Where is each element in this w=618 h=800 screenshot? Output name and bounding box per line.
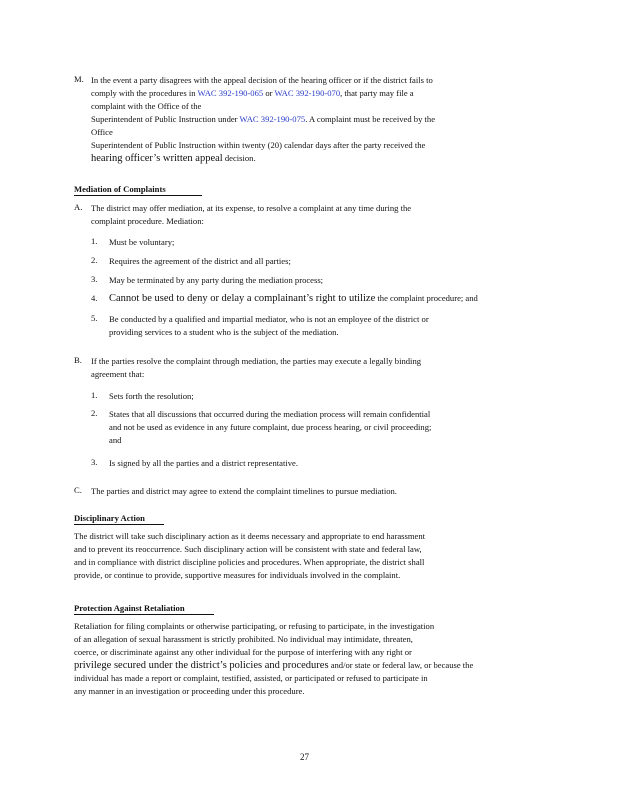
wac-link-070[interactable]: WAC 392-190-070 [274,88,341,98]
disciplinary-paragraph: The district will take such disciplinary action as it deems necessary and appropriate to end harassment and to prevent its reoccurrence. Such disciplinary action will be consistent with state and federal law, and in compliance with district discipline policies and procedures. When appropriate, the district shall provide, or continue to provide, supportive measures for individuals involved in the complaint. [74,531,426,580]
mediation-a-line-1: The district may offer mediation, at its expense, to resolve a complaint at any time during the [91,203,412,213]
section-m-line-4: Superintendent of Public Instruction under WAC 392-190-075. A complaint must be received by the [91,114,436,124]
section-m-label: M. [74,74,84,84]
page-number: 27 [300,752,309,762]
mediation-a-paragraph [91,202,531,228]
wac-link-075[interactable]: WAC 392-190-075 [239,114,306,124]
section-m-line-5: Office [91,127,113,137]
section-m-line-1: In the event a party disagrees with the appeal decision of the hearing officer or if the district fails to [91,75,433,85]
section-m-line-7: hearing officer’s written appeal decision. [91,153,256,164]
protection-heading: Protection Against Retaliation [74,603,185,613]
protection-paragraph: Retaliation for filing complaints or otherwise participating, or refusing to participate, in the investigation of an allegation of sexual harassment is strictly prohibited. No individual may intimidate, threaten, coerce, or discriminate against any other individual for the purpose of interfering with any right or privilege secured under the district’s policies and procedures and/or state or federal law, or because the individual has made a report or complaint, testified, assisted, or participated or refused to participate in any manner in an investigation or proceeding under this procedure. [74,621,474,696]
mediation-c-label: C. [74,485,82,495]
protection-heading-underline [74,614,214,615]
mediation-item-4: Cannot be used to deny or delay a complainant’s right to utilize the complaint procedure; and [109,293,478,304]
agreement-item-2-number: 2. [91,408,98,418]
section-m-paragraph [91,74,531,165]
mediation-heading: Mediation of Complaints [74,184,166,194]
mediation-a-line-2: complaint procedure. Mediation: [91,216,204,226]
agreement-item-1: Sets forth the resolution; [109,391,194,401]
mediation-c-paragraph: The parties and district may agree to extend the complaint timelines to pursue mediation. [91,486,397,496]
mediation-item-1-number: 1. [91,236,98,246]
agreement-item-1-number: 1. [91,390,98,400]
section-m-line-6: Superintendent of Public Instruction within twenty (20) calendar days after the party received the [91,140,426,150]
mediation-b-paragraph: If the parties resolve the complaint through mediation, the parties may execute a legally binding agreement that: [91,356,422,379]
agreement-item-2: States that all discussions that occurred during the mediation process will remain confidential and not be used as evidence in any future complaint, due process hearing, or civil proceeding; and [109,409,432,445]
disciplinary-heading-underline [74,524,164,525]
mediation-item-3: May be terminated by any party during the mediation process; [109,275,324,285]
mediation-item-1: Must be voluntary; [109,237,175,247]
mediation-item-3-number: 3. [91,274,98,284]
mediation-a-label: A. [74,202,83,212]
wac-link-065[interactable]: WAC 392-190-065 [197,88,264,98]
mediation-b-label: B. [74,355,82,365]
agreement-item-3-number: 3. [91,457,98,467]
section-m-line-2: comply with the procedures in WAC 392-190-065 or WAC 392-190-070, that party may file a [91,88,414,98]
mediation-item-5: Be conducted by a qualified and impartial mediator, who is not an employee of the district or providing services to a student who is the subject of the mediation. [109,314,429,337]
disciplinary-heading: Disciplinary Action [74,513,145,523]
mediation-item-5-number: 5. [91,313,98,323]
mediation-item-2-number: 2. [91,255,98,265]
agreement-item-3: Is signed by all the parties and a district representative. [109,458,298,468]
mediation-item-4-number: 4. [91,293,98,303]
mediation-item-2: Requires the agreement of the district and all parties; [109,256,291,266]
mediation-heading-underline [74,195,202,196]
section-m-line-3: complaint with the Office of the [91,101,202,111]
